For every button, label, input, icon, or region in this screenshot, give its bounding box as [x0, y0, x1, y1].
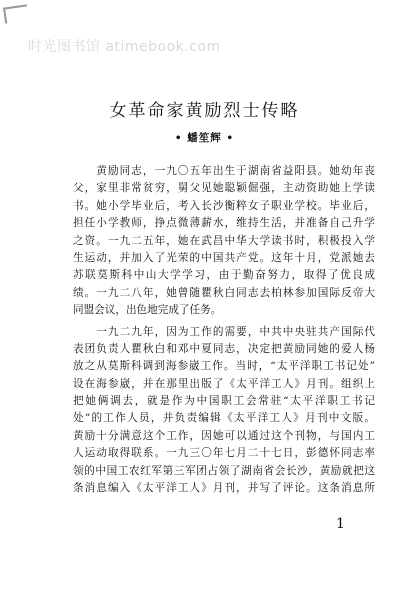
text-line: 同盟会议，出色地完成了任务。	[73, 304, 222, 317]
text-line: 一九二九年，因为工作的需要，中共中央驻共产国际代	[73, 325, 375, 338]
text-line: 书。她小学毕业后，考入长沙衡粹女子职业学校。毕业后，	[73, 199, 375, 212]
text-line: 绩。一九二八年，她曾随瞿秋白同志去柏林参加国际反帝大	[73, 286, 375, 299]
text-line: 条消息编入《太平洋工人》月刊，并写了评论。这条消息所	[73, 482, 375, 495]
text-line: 黄励同志，一九〇五年出生于湖南省益阳县。她幼年丧	[73, 165, 375, 177]
page-number: 1	[336, 516, 345, 532]
paragraph	[73, 324, 375, 498]
scan-corner-mark	[3, 4, 29, 23]
author-byline: • 蟠笙辉 •	[174, 132, 235, 144]
text-line: 父，家里非常贫穷，舅父见她聪颖倔强，主动资助她上学读	[73, 182, 375, 195]
watermark: 时光图书馆 atimebook.com	[28, 39, 221, 55]
text-line: 表团负责人瞿秋白和邓中夏同志，决定把黄励同她的爱人杨	[73, 342, 375, 355]
body-text	[73, 163, 375, 497]
text-line: 黄励十分满意这个工作，因她可以通过这个刊物，与国内工	[73, 429, 375, 442]
text-line: 把她俩调去，就是作为中国职工会常驻“太平洋职工书记	[73, 395, 375, 408]
text-line: 人运动取得联系。一九三〇年七月二十七日，彭德怀同志率	[73, 447, 375, 460]
text-line: 生运动，并加入了光荣的中国共产党。这年十月，党派她去	[73, 251, 375, 264]
text-line: 担任小学教师，挣点微薄薪水，维持生活，并准备自己升学	[73, 217, 375, 230]
paragraph	[73, 163, 375, 320]
text-line: 之资。一九二五年，她在武昌中华大学读书时，积极投入学	[73, 234, 375, 247]
page-title: 女革命家黄励烈士传略	[109, 101, 300, 121]
text-line: 设在海参崴，并在那里出版了《太平洋工人》月刊。组织上	[73, 377, 375, 390]
text-line: 苏联莫斯科中山大学学习，由于勤奋努力，取得了优良成	[73, 269, 375, 282]
text-line: 放之从莫斯科调到海参崴工作。当时，“太平洋职工书记处”	[73, 360, 375, 373]
text-line: 处”的工作人员，并负责编辑《太平洋工人》月刊中文版。	[73, 412, 375, 425]
text-line: 领的中国工农红军第三军团占领了湖南省会长沙，黄励就把这	[73, 464, 375, 477]
